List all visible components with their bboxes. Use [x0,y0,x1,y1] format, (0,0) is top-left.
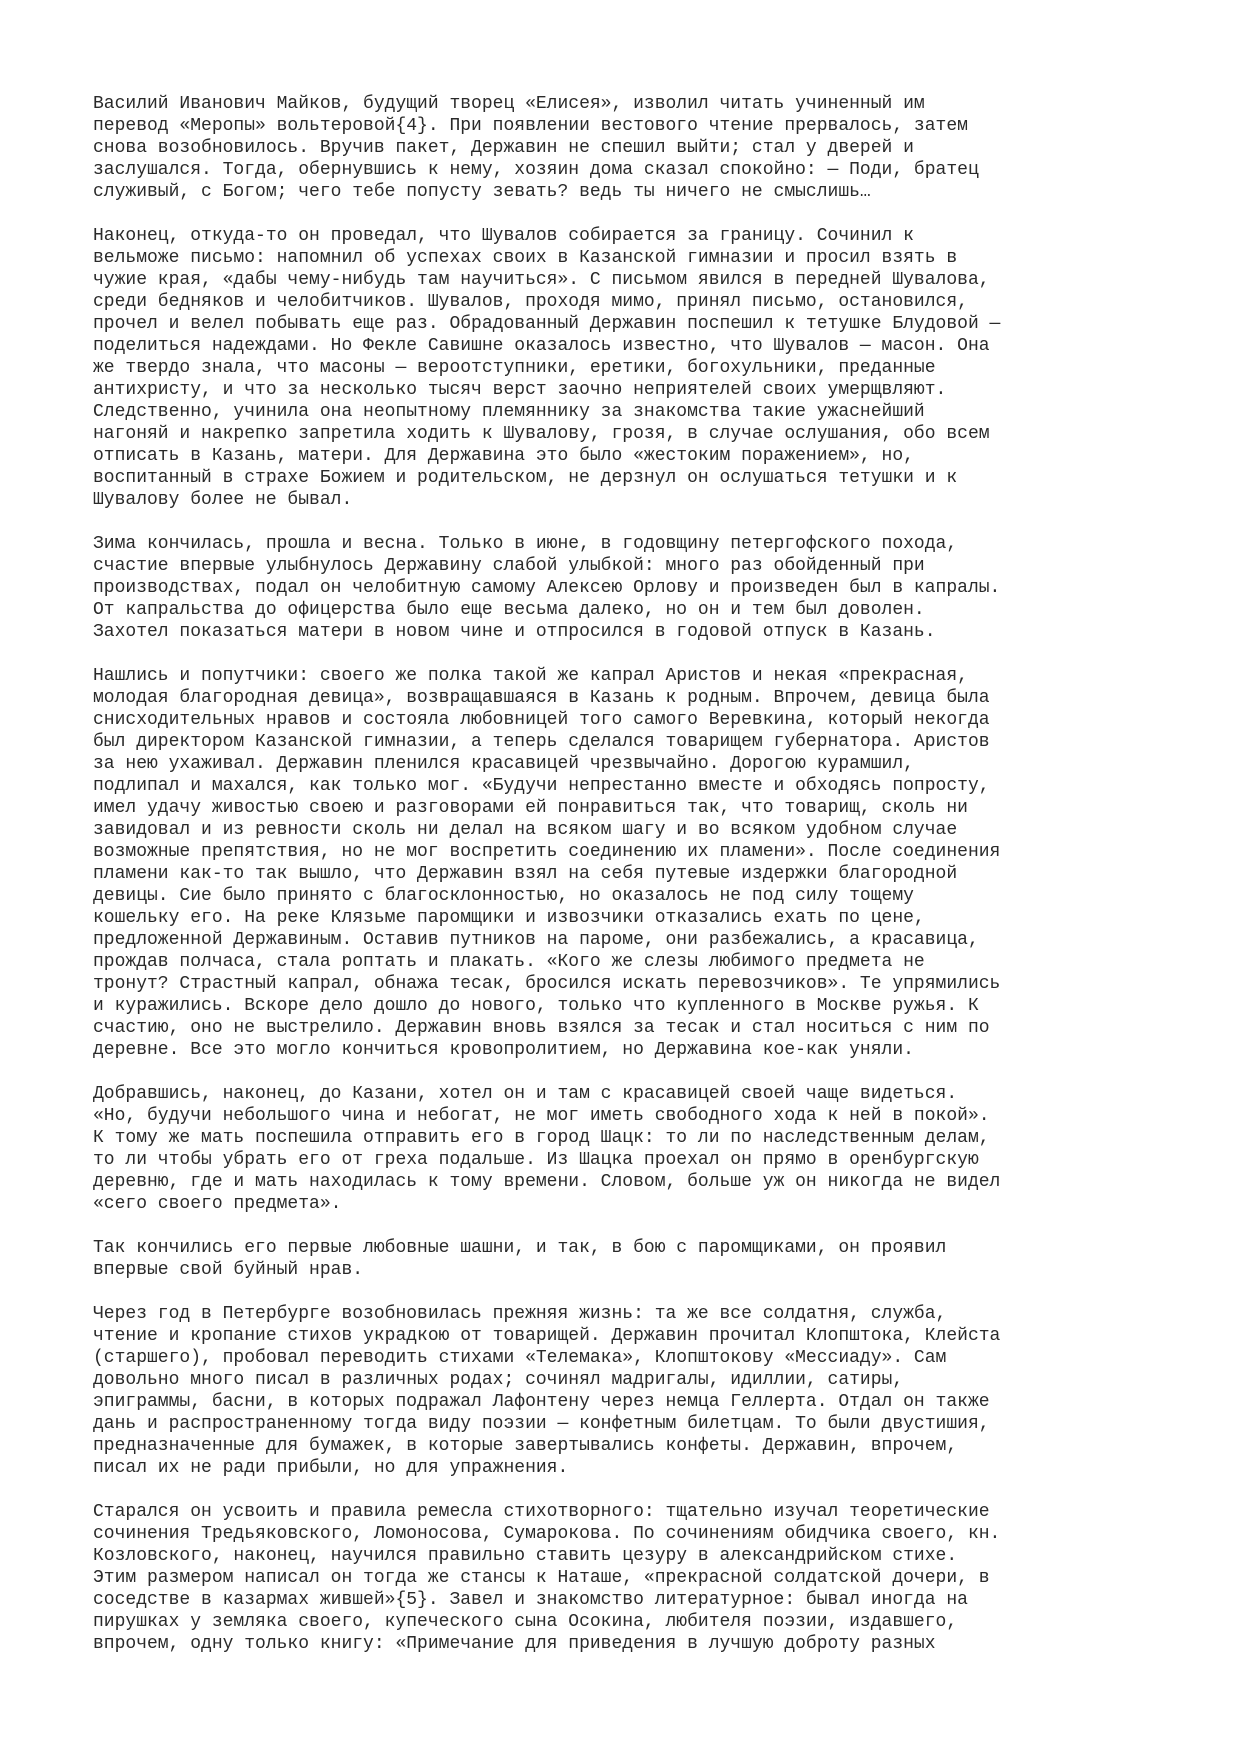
text-line: впрочем, одну только книгу: «Примечание для приведения в лучшую доброту разных [93,1634,936,1654]
text-line: Старался он усвоить и правила ремесла стихотворного: тщательно изучал теоретические [93,1502,990,1522]
text-line: чужие края, «дабы чему-нибудь там научиться». С письмом явился в передней Шувалова, [93,270,990,290]
paragraph-petersburg [93,1303,1173,1479]
text-line: предложенной Державиным. Оставив путников на пароме, они разбежались, а красавица, [93,930,979,950]
paragraph-poetic-craft [93,1501,1173,1655]
text-line: пламени как-то так вышло, что Державин взял на себя путевые издержки благородной [93,864,958,884]
text-line: счастию, оно не выстрелило. Державин вновь взялся за тесак и стал носиться с ним по [93,1018,990,1038]
text-line: имел удачу живостью своею и разговорами ей понравиться так, что товарищ, сколь ни [93,798,968,818]
text-line: Василий Иванович Майков, будущий творец «Елисея», изволил читать учиненный им [93,94,925,114]
text-line: и куражились. Вскоре дело дошло до нового, только что купленного в Москве ружья. К [93,996,979,1016]
text-line: производствах, подал он челобитную самому Алексею Орлову и произведен был в капралы. [93,578,1001,598]
text-line: К тому же мать поспешила отправить его в город Шацк: то ли по наследственным делам, [93,1128,990,1148]
text-line: Козловского, наконец, научился правильно ставить цезуру в александрийском стихе. [93,1546,958,1566]
text-line: «сего своего предмета». [93,1194,342,1214]
paragraph-shuvalov [93,225,1173,511]
text-line: Зима кончилась, прошла и весна. Только в июне, в годовщину петергофского похода, [93,534,958,554]
text-line: прождав полчаса, стала роптать и плакать. «Кого же слезы любимого предмета не [93,952,925,972]
text-line: писал их не ради прибыли, но для упражнения. [93,1458,569,1478]
text-line: предназначенные для бумажек, в которые завертывались конфеты. Державин, впрочем, [93,1436,958,1456]
text-line: был директором Казанской гимназии, а теперь сделался товарищем губернатора. Аристов [93,732,990,752]
text-line: воспитанный в страхе Божием и родительском, не дерзнул он ослушаться тетушки и к [93,468,958,488]
text-line: поделиться надеждами. Но Фекле Савишне оказалось известно, что Шувалов — масон. Она [93,336,990,356]
text-line: завидовал и из ревности сколь ни делал на всяком шагу и во всяком удобном случае [93,820,958,840]
text-line: сочинения Тредьяковского, Ломоносова, Сумарокова. По сочинениям обидчика своего, кн. [93,1524,1001,1544]
text-line: то ли чтобы убрать его от греха подальше. Из Шацка проехал он прямо в оренбургскую [93,1150,979,1170]
text-line: (старшего), пробовал переводить стихами «Телемака», Клопштокову «Мессиаду». Сам [93,1348,947,1368]
text-line: снова возобновилось. Вручив пакет, Державин не спешил выйти; стал у дверей и [93,138,914,158]
text-line: заслушался. Тогда, обернувшись к нему, хозяин дома сказал спокойно: — Поди, братец [93,160,979,180]
text-line: Наконец, откуда-то он проведал, что Шувалов собирается за границу. Сочинил к [93,226,914,246]
text-line: деревню, где и мать находилась к тому времени. Словом, больше уж он никогда не видел [93,1172,1001,1192]
text-line: деревне. Все это могло кончиться кровопролитием, но Державина кое-как уняли. [93,1040,914,1060]
text-line: Следственно, учинила она неопытному племяннику за знакомства такие ужаснейший [93,402,925,422]
text-line: Этим размером написал он тогда же стансы к Наташе, «прекрасной солдатской дочери, в [93,1568,990,1588]
text-line: отписать в Казань, матери. Для Державина это было «жестоким поражением», но, [93,446,914,466]
text-line: прочел и велел побывать еще раз. Обрадованный Державин поспешил к тетушке Блудовой — [93,314,1001,334]
text-line: Нашлись и попутчики: своего же полка такой же капрал Аристов и некая «прекрасная, [93,666,968,686]
paragraph-maykov [93,93,1173,203]
text-line: молодая благородная девица», возвращавшаяся в Казань к родным. Впрочем, девица была [93,688,990,708]
text-line: за нею ухаживал. Державин пленился красавицей чрезвычайно. Дорогою курамшил, [93,754,914,774]
paragraph-companions [93,665,1173,1061]
text-line: счастие впервые улыбнулось Державину слабой улыбкой: много раз обойденный при [93,556,925,576]
text-line: эпиграммы, басни, в которых подражал Лафонтену через немца Геллерта. Отдал он также [93,1392,990,1412]
text-line: антихристу, и что за несколько тысяч верст заочно неприятелей своих умерщвляют. [93,380,947,400]
text-line: Так кончились его первые любовные шашни, и так, в бою с паромщиками, он проявил [93,1238,947,1258]
text-line: вельможе письмо: напомнил об успехах своих в Казанской гимназии и просил взять в [93,248,958,268]
text-line: Шувалову более не бывал. [93,490,353,510]
document-page [93,93,1173,1677]
text-line: нагоняй и накрепко запретила ходить к Шувалову, грозя, в случае ослушания, обо всем [93,424,990,444]
text-line: тронут? Страстный капрал, обнажа тесак, бросился искать перевозчиков». Те упрямились [93,974,1001,994]
text-line: возможные препятствия, но не мог воспретить соединению их пламени». После соединения [93,842,1001,862]
text-line: девицы. Сие было принято с благосклонностью, но оказалось не под силу тощему [93,886,914,906]
text-line: подлипал и махался, как только мог. «Будучи непрестанно вместе и обходясь попросту, [93,776,990,796]
text-line: среди бедняков и челобитчиков. Шувалов, проходя мимо, принял письмо, остановился, [93,292,968,312]
text-line: перевод «Меропы» вольтеровой{4}. При появлении вестового чтение прервалось, затем [93,116,968,136]
paragraph-first-love [93,1237,1173,1281]
text-line: пирушках у земляка своего, купеческого сына Осокина, любителя поэзии, издавшего, [93,1612,958,1632]
text-line: Добравшись, наконец, до Казани, хотел он и там с красавицей своей чаще видеться. [93,1084,958,1104]
text-line: кошельку его. На реке Клязьме паромщики и извозчики отказались ехать по цене, [93,908,925,928]
text-line: «Но, будучи небольшого чина и небогат, не мог иметь свободного хода к ней в покой». [93,1106,990,1126]
text-line: же твердо знала, что масоны — вероотступники, еретики, богохульники, преданные [93,358,936,378]
text-line: служивый, с Богом; чего тебе попусту зевать? ведь ты ничего не смыслишь… [93,182,871,202]
text-line: чтение и кропание стихов украдкою от товарищей. Державин прочитал Клопштока, Клейста [93,1326,1001,1346]
text-line: соседстве в казармах жившей»{5}. Завел и знакомство литературное: бывал иногда на [93,1590,968,1610]
text-line: Захотел показаться матери в новом чине и отпросился в годовой отпуск в Казань. [93,622,936,642]
text-line: впервые свой буйный нрав. [93,1260,364,1280]
text-line: Через год в Петербурге возобновилась прежняя жизнь: та же все солдатня, служба, [93,1304,947,1324]
text-line: снисходительных нравов и состояла любовницей того самого Веревкина, который некогда [93,710,990,730]
text-line: От капральства до офицерства было еще весьма далеко, но он и тем был доволен. [93,600,925,620]
paragraph-winter [93,533,1173,643]
text-line: довольно много писал в различных родах; сочинял мадригалы, идиллии, сатиры, [93,1370,904,1390]
paragraph-kazan [93,1083,1173,1215]
text-line: дань и распространенному тогда виду поэзии — конфетным билетцам. То были двустишия, [93,1414,990,1434]
